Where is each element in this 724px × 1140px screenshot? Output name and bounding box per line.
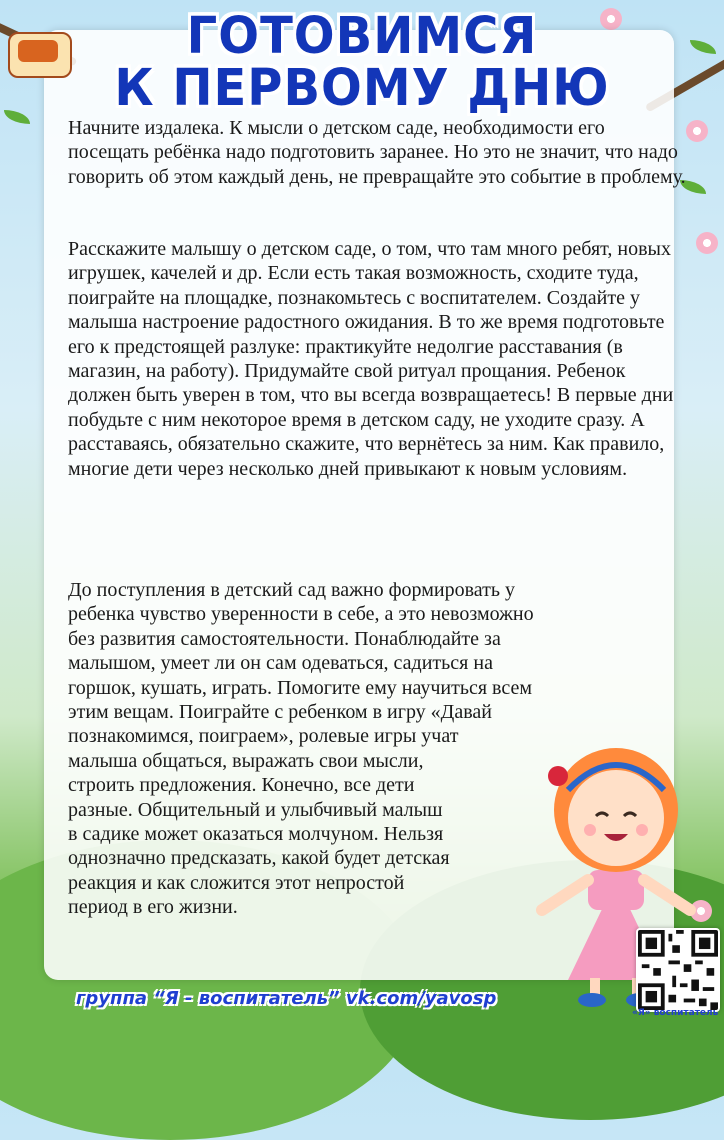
blossom-decoration <box>696 232 718 254</box>
qr-code[interactable] <box>636 928 720 1012</box>
text-line: горшок, кушать, играть. Помогите ему научиться всем <box>68 676 533 699</box>
text-line: реакция и как сложится этот непростой <box>68 871 405 894</box>
paragraph-preparation: Расскажите малышу о детском саде, о том, что там много ребят, новых игрушек, качелей и др. Если есть такая возможность, сходите туда, поиграйте на площадке, познакомьтесь с воспитателем. Создайте у малыша настроение радостного ожидания. В то же время подготовьте его к предстоящей разлуке: практикуйте недолгие расставания (в магазин, на работу). Придумайте свой ритуал прощания. Ребенок должен быть уверен в том, что вы всегда возвращаетесь! В первые дни побудьте с ним некоторое время в детском саду, не уходите сразу. А расставаясь, обязательно скажите, что вернётесь за ним. Как правило, многие дети через несколько дней привыкают к новым условиям. <box>68 238 674 480</box>
blossom-decoration <box>686 120 708 142</box>
text-line: ребенка чувство уверенности в себе, а это невозможно <box>68 603 534 626</box>
text-line: этим вещам. Поиграйте с ребенком в игру «Давай <box>68 701 492 724</box>
page-title-line1: ГОТОВИМСЯ <box>186 6 538 66</box>
text-line: строить предложения. Конечно, все дети <box>68 774 415 797</box>
text-line: познакомимся, поиграем», ролевые игры учат <box>68 725 459 748</box>
text-line: До поступления в детский сад важно формировать у <box>68 579 516 601</box>
footer-link[interactable]: группа “Я - воспитатель” vk.com/yavosp <box>76 988 497 1009</box>
text-line: малышом, умеет ли он сам одеваться, садиться на <box>68 652 493 675</box>
text-line: однозначно предсказать, какой будет детская <box>68 847 450 870</box>
text-line: малыша общаться, выражать свои мысли, <box>68 749 424 772</box>
text-line: в садике может оказаться молчуном. Нельзя <box>68 823 444 846</box>
text-line: период в его жизни. <box>68 896 238 919</box>
text-line: разные. Общительный и улыбчивый малыш <box>68 798 443 821</box>
page-title-line2: К ПЕРВОМУ ДНЮ <box>114 58 610 118</box>
text-line: без развития самостоятельности. Понаблюдайте за <box>68 627 501 650</box>
qr-caption: «Я» воспитатель <box>632 1008 719 1018</box>
paragraph-intro: Начните издалека. К мысли о детском саде, необходимости его посещать ребёнка надо подготовить заранее. Но это не значит, что надо говорить об этом каждый день, не превращайте это событие в проблему. <box>68 117 686 188</box>
